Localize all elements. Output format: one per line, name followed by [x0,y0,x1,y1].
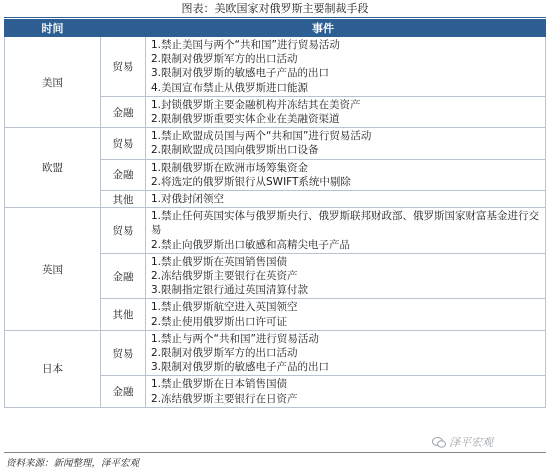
sanction-type-cell: 其他 [101,299,146,330]
source-note: 资料来源：新闻整理，泽平宏观 [6,458,140,469]
measure-item: 2.限制俄罗斯重要实体企业在美融资渠道 [151,113,340,126]
sanction-type-cell: 其他 [101,191,146,208]
country-cell: 日本 [5,330,101,407]
measure-list [146,191,545,207]
measures-cell [146,159,546,190]
sanction-type-cell: 金融 [101,253,146,299]
footer-rule [4,452,546,453]
measure-item: 1.禁止俄罗斯航空进入英国领空 [151,301,298,314]
table-row [5,37,546,97]
measures-cell [146,330,546,376]
measure-item: 2.禁止使用俄罗斯出口许可证 [151,315,288,328]
measure-item: 1.禁止美国与两个“共和国”进行贸易活动 [151,39,340,51]
header-event: 事件 [101,20,546,37]
measure-list [146,97,545,127]
measure-item: 2.冻结俄罗斯主要银行在英资产 [151,270,298,283]
measure-list [146,299,545,329]
measure-list [146,376,545,406]
figure-title: 图表：美欧国家对俄罗斯主要制裁手段 [181,2,369,15]
measure-item: 1.限制俄罗斯在欧洲市场筹集资金 [151,161,309,174]
measures-cell [146,253,546,299]
measures-cell [146,191,546,208]
sanction-type-cell: 贸易 [101,330,146,376]
sanction-type-cell: 贸易 [101,208,146,254]
measure-item: 1.封锁俄罗斯主要金融机构并冻结其在美资产 [151,98,361,111]
measure-item: 3.限制指定银行通过英国清算付款 [151,284,309,297]
measure-item: 2.限制对俄罗斯军方的出口活动 [151,347,298,360]
sanction-type-cell: 金融 [101,159,146,190]
country-cell: 美国 [5,37,101,128]
table-row [5,330,546,376]
measures-cell [146,128,546,159]
measure-item: 2.冻结俄罗斯主要银行在日资产 [151,392,298,405]
measure-list [146,160,545,190]
measure-item: 1.禁止俄罗斯在日本销售国债 [151,378,288,391]
table-row [5,208,546,254]
measures-cell [146,299,546,330]
measure-list [146,254,545,299]
sanctions-table [4,19,546,408]
measure-item: 3.限制对俄罗斯的敏感电子产品的出口 [151,361,330,374]
country-cell: 欧盟 [5,128,101,208]
sanction-type-cell: 贸易 [101,128,146,159]
measure-item: 1.禁止任何英国实体与俄罗斯央行、俄罗斯联邦财政部、俄罗斯国家财富基金进行交易 [151,210,540,237]
measure-list [146,208,545,253]
measures-cell [146,96,546,127]
header-row [5,20,546,37]
measure-item: 2.限制欧盟成员国向俄罗斯出口设备 [151,144,319,157]
watermark [432,434,493,450]
wechat-icon [432,437,446,448]
measure-item: 1.对俄封闭领空 [151,193,225,206]
header-time: 时间 [5,20,101,37]
measure-item: 1.禁止与两个“共和国”进行贸易活动 [151,332,319,345]
measure-item: 3.限制对俄罗斯的敏感电子产品的出口 [151,67,330,80]
measure-item: 4.美国宣布禁止从俄罗斯进口能源 [151,81,309,94]
title-rule [4,17,546,18]
measure-list [146,37,545,96]
sanction-type-cell: 金融 [101,376,146,407]
measure-item: 2.禁止向俄罗斯出口敏感和高精尖电子产品 [151,238,351,251]
measures-cell [146,376,546,407]
measure-list [146,331,545,376]
measures-cell [146,208,546,254]
measure-item: 2.将选定的俄罗斯银行从SWIFT系统中剔除 [151,175,351,188]
sanction-type-cell: 金融 [101,96,146,127]
table-body [5,37,546,408]
measures-cell [146,37,546,97]
watermark-text: 泽平宏观 [449,436,493,449]
measure-item: 1.禁止俄罗斯在英国销售国债 [151,255,288,268]
measure-list [146,128,545,158]
measure-item: 2.限制对俄罗斯军方的出口活动 [151,53,298,66]
measure-item: 1.禁止欧盟成员国与两个“共和国”进行贸易活动 [151,130,372,143]
country-cell: 英国 [5,208,101,331]
table-row [5,128,546,159]
sanction-type-cell: 贸易 [101,37,146,97]
